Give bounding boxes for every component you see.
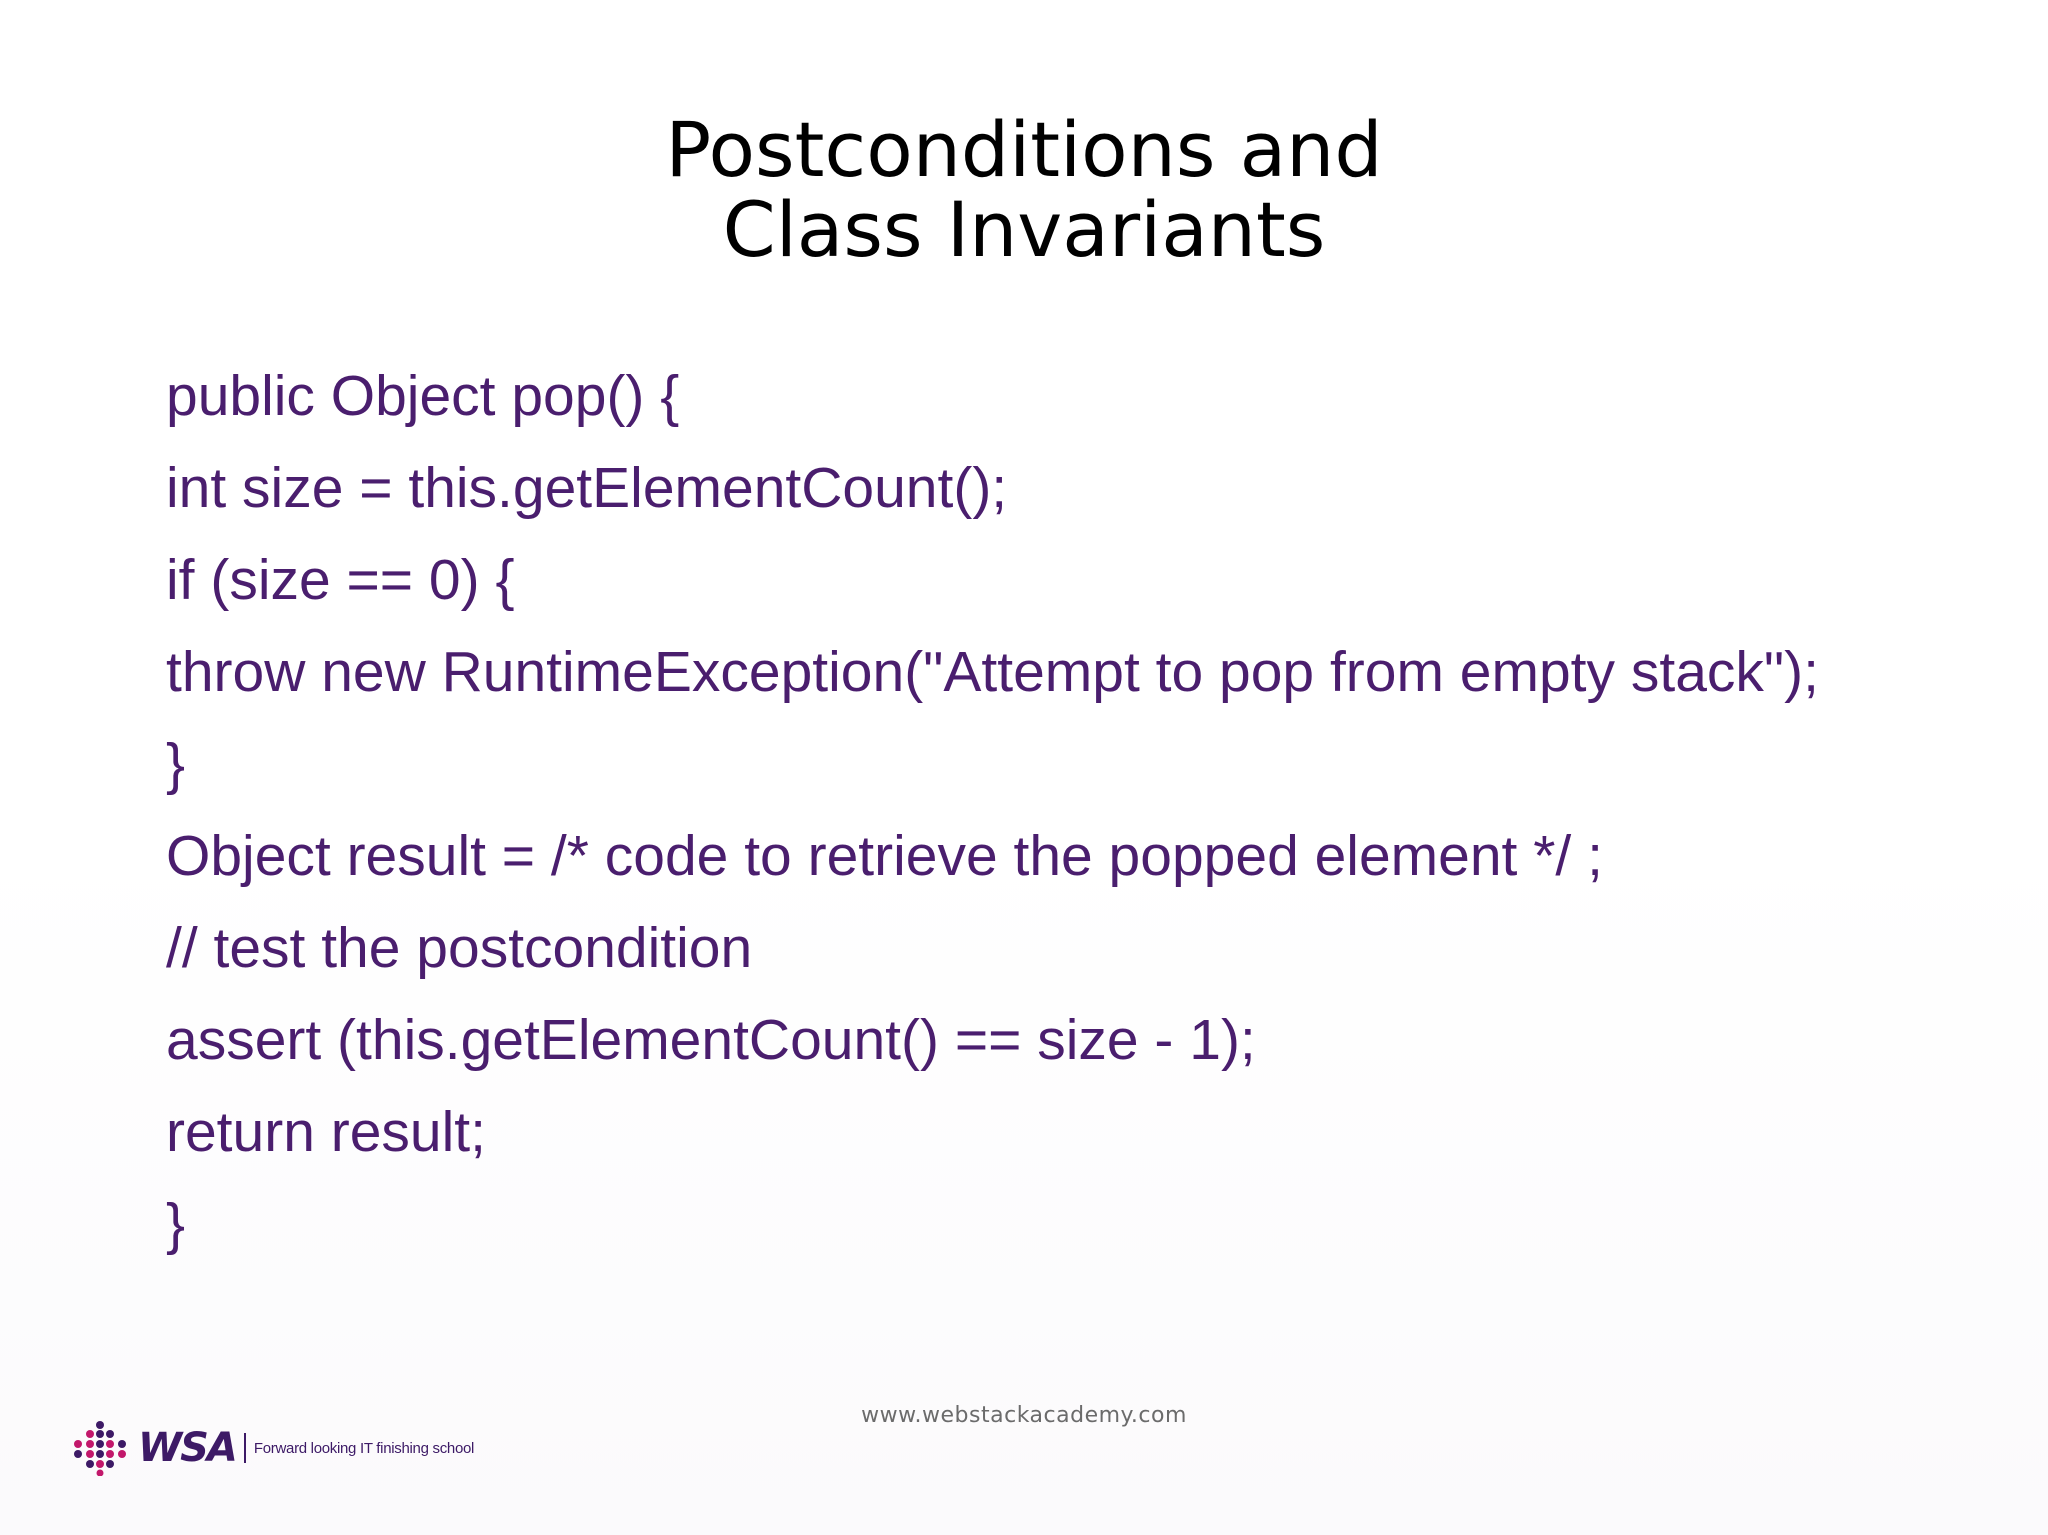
logo-name: WSA [138, 1425, 236, 1471]
code-block [166, 356, 2016, 1276]
code-line: Object result = /* code to retrieve the popped element */ ; [166, 824, 1603, 888]
wsa-dots-logo-icon [72, 1420, 128, 1476]
title-line-2: Class Invariants [722, 185, 1326, 274]
code-line: throw new RuntimeException("Attempt to pop from empty stack"); [166, 640, 1819, 704]
title-line-1: Postconditions and [665, 105, 1383, 194]
code-line: if (size == 0) { [166, 548, 515, 612]
slide-title [0, 105, 2048, 274]
code-line: // test the postcondition [166, 916, 753, 980]
code-line: assert (this.getElementCount() == size - 1); [166, 1008, 1256, 1072]
logo-separator [244, 1433, 246, 1463]
code-line: int size = this.getElementCount(); [166, 456, 1008, 520]
code-line: public Object pop() { [166, 364, 680, 428]
code-line: } [166, 1192, 186, 1256]
code-line: } [166, 732, 186, 796]
code-line: return result; [166, 1100, 486, 1164]
logo-tagline: Forward looking IT finishing school [253, 1439, 475, 1457]
footer-url: www.webstackacademy.com [861, 1403, 1187, 1428]
wsa-logo [72, 1418, 474, 1478]
